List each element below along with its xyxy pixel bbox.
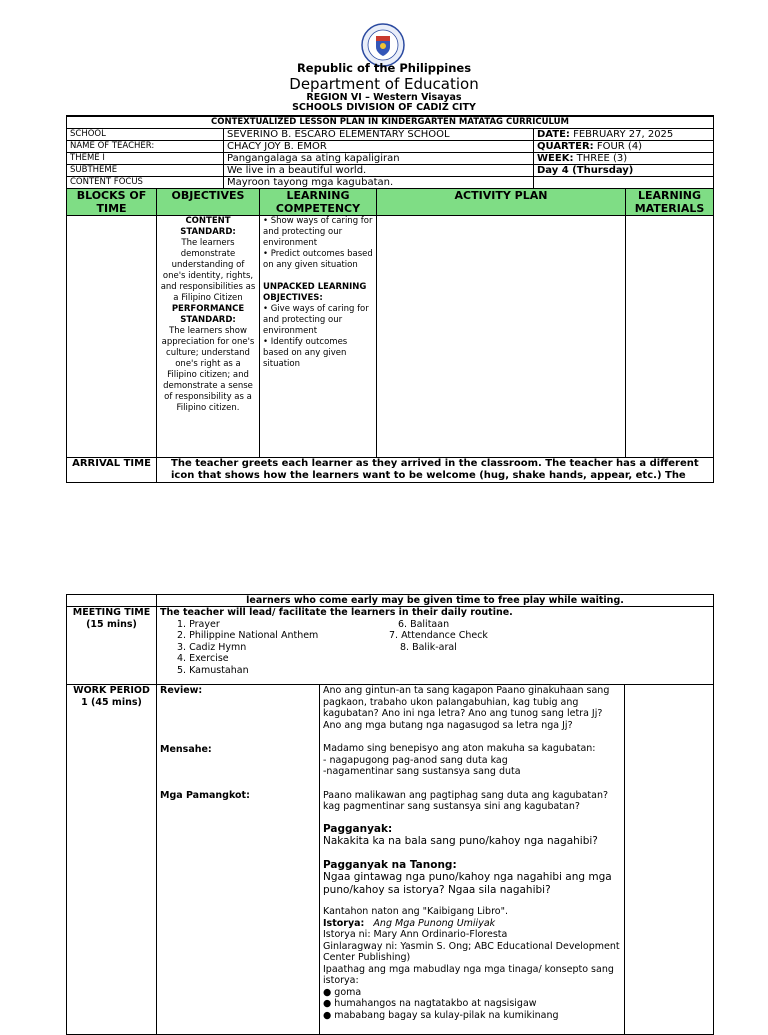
content-standard-text: The learners demonstrate understanding of one's identity, rights, and responsibilities as a Filipino Citizen: [160, 238, 256, 303]
concept-bullet: ● goma: [323, 986, 362, 998]
teacher-value: CHACY JOY B. EMOR: [224, 141, 534, 153]
routine-item: 6. Balitaan: [398, 618, 450, 630]
ipaathag-text: Ipaathag ang mga mabudlay nga mga tinaga/ konsepto sang istorya:: [323, 963, 614, 986]
review-label: Review:: [160, 685, 203, 696]
competency-item: • Show ways of caring for and protecting our environment: [263, 216, 373, 248]
performance-standard-label: PERFORMANCE STANDARD:: [171, 304, 245, 325]
meeting-time-label: MEETING TIME (15 mins): [67, 607, 157, 685]
week-value: THREE (3): [576, 153, 628, 164]
col-blocks-of-time: BLOCKS OF TIME: [67, 189, 157, 216]
lesson-plan-table: [66, 115, 714, 483]
meeting-intro: The teacher will lead/ facilitate the learners in their daily routine.: [160, 607, 513, 618]
mensahe-label: Mensahe:: [160, 743, 212, 755]
performance-standard-text: The learners show appreciation for one's culture; understand one's right as a Filipino citizen; and demonstrate a sense of responsibility as a Filipino citizen.: [161, 326, 255, 413]
istorya-label: Istorya:: [323, 917, 365, 929]
routine-item: 2. Philippine National Anthem: [177, 630, 319, 641]
istorya-title: Ang Mga Punong Umiiyak: [373, 917, 496, 929]
concept-bullet: ● mababang bagay sa kulay-pilak na kumikinang: [323, 1009, 559, 1021]
work-labels-cell: [157, 685, 320, 1035]
col-learning-materials: LEARNING MATERIALS: [626, 189, 714, 216]
unpacked-item: • Give ways of caring for and protecting our environment: [263, 304, 369, 336]
region-heading: REGION VI – Western Visayas: [306, 92, 462, 103]
pagganyak-label: Pagganyak:: [323, 822, 393, 835]
theme-label: THEME I: [67, 153, 224, 165]
week-cell: [534, 153, 714, 165]
routine-item: 1. Prayer: [177, 618, 220, 630]
arrival-time-text: The teacher greets each learner as they arrived in the classroom. The teacher has a different icon that shows how the learners want to be welcome (hug, shake hands, appear, etc.) The: [157, 458, 714, 483]
quarter-value: FOUR (4): [596, 141, 643, 152]
date-cell: [534, 129, 714, 141]
content-focus-label: CONTENT FOCUS: [67, 177, 224, 189]
objectives-cell: [157, 216, 260, 458]
quarter-cell: [534, 141, 714, 153]
date-value: FEBRUARY 27, 2025: [573, 129, 674, 140]
lesson-plan-table-continued: [66, 594, 714, 1035]
day-value: Day 4 (Thursday): [534, 165, 714, 177]
content-standard-label: CONTENT STANDARD:: [180, 216, 236, 237]
division-heading: SCHOOLS DIVISION OF CADIZ CITY: [292, 102, 476, 113]
unpacked-item: • Identify outcomes based on any given situation: [263, 337, 348, 369]
quarter-label: QUARTER:: [537, 141, 594, 152]
activity-plan-cell: [320, 685, 625, 1035]
arrival-time-continued: learners who come early may be given time to free play while waiting.: [157, 595, 714, 607]
kanta-text: Kantahon naton ang "Kaibigang Libro".: [323, 906, 508, 917]
republic-heading: Republic of the Philippines: [296, 61, 472, 75]
arrival-time-label: ARRIVAL TIME: [67, 458, 157, 483]
work-period-label: WORK PERIOD 1 (45 mins): [67, 685, 157, 1035]
concept-bullet: ● humahangos na nagtatakbo at nagsisigaw: [323, 998, 537, 1009]
mensahe-item: - nagapugong pag-anod sang duta kag: [323, 754, 508, 766]
pagganyak-tanong-text: Ngaa gintawag nga puno/kahoy nga nagahibi ang mga puno/kahoy sa istorya? Ngaa sila nagahibi?: [323, 871, 612, 896]
pagganyak-text: Nakakita ka na bala sang puno/kahoy nga nagahibi?: [323, 835, 598, 847]
mensahe-intro: Madamo sing benepisyo ang aton makuha sa kagubatan:: [323, 743, 596, 754]
school-label: SCHOOL: [67, 129, 224, 141]
date-label: DATE:: [537, 129, 570, 140]
col-learning-competency: LEARNING COMPETENCY: [260, 189, 377, 216]
mensahe-item: -nagamentinar sang sustansya sang duta: [323, 766, 521, 777]
meeting-time-cell: [157, 607, 714, 685]
istorya-author: Istorya ni: Mary Ann Ordinario-Floresta: [323, 929, 508, 940]
content-focus-value: Mayroon tayong mga kagubatan.: [224, 177, 534, 189]
subtheme-label: SUBTHEME: [67, 165, 224, 177]
form-title: CONTEXTUALIZED LESSON PLAN IN KINDERGARTEN MATATAG CURRICULUM: [67, 116, 714, 129]
subtheme-value: We live in a beautiful world.: [224, 165, 534, 177]
competency-item: • Predict outcomes based on any given situation: [263, 249, 373, 270]
col-objectives: OBJECTIVES: [157, 189, 260, 216]
routine-item: 8. Balik-aral: [400, 641, 457, 653]
routine-item: 7. Attendance Check: [389, 630, 488, 641]
istorya-illustrator: Ginlaragway ni: Yasmin S. Ong; ABC Educational Development Center Publishing): [323, 940, 620, 963]
unpacked-objectives-label: UNPACKED LEARNING OBJECTIVES:: [263, 282, 367, 303]
competency-cell: [260, 216, 377, 458]
routine-item: 3. Cadiz Hymn: [177, 641, 247, 653]
week-label: WEEK:: [537, 153, 574, 164]
teacher-label: NAME OF TEACHER:: [67, 141, 224, 153]
routine-item: 4. Exercise: [177, 653, 229, 664]
school-value: SEVERINO B. ESCARO ELEMENTARY SCHOOL: [224, 129, 534, 141]
pagganyak-tanong-label: Pagganyak na Tanong:: [323, 858, 457, 871]
routine-item: 5. Kamustahan: [177, 664, 249, 676]
pamangkot-text: Paano malikawan ang pagtiphag sang duta ang kagubatan? kag pagmentinar sang sustansya sini ang kagubatan?: [323, 789, 609, 812]
pamangkot-label: Mga Pamangkot:: [160, 790, 250, 801]
review-text: Ano ang gintun-an ta sang kagapon Paano ginakuhaan sang pagkaon, trabaho ukon palangabuhian, kag tubig ang kagubatan? Ano ini nga letra? Ano ang tunog sang letra Jj? Ano ang mga butang nga nagasugod sa letra nga Jj?: [323, 685, 610, 731]
istorya-line: [323, 918, 621, 930]
department-heading: Department of Education: [289, 75, 479, 93]
theme-value: Pangangalaga sa ating kapaligiran: [224, 153, 534, 165]
col-activity-plan: ACTIVITY PLAN: [377, 189, 626, 216]
